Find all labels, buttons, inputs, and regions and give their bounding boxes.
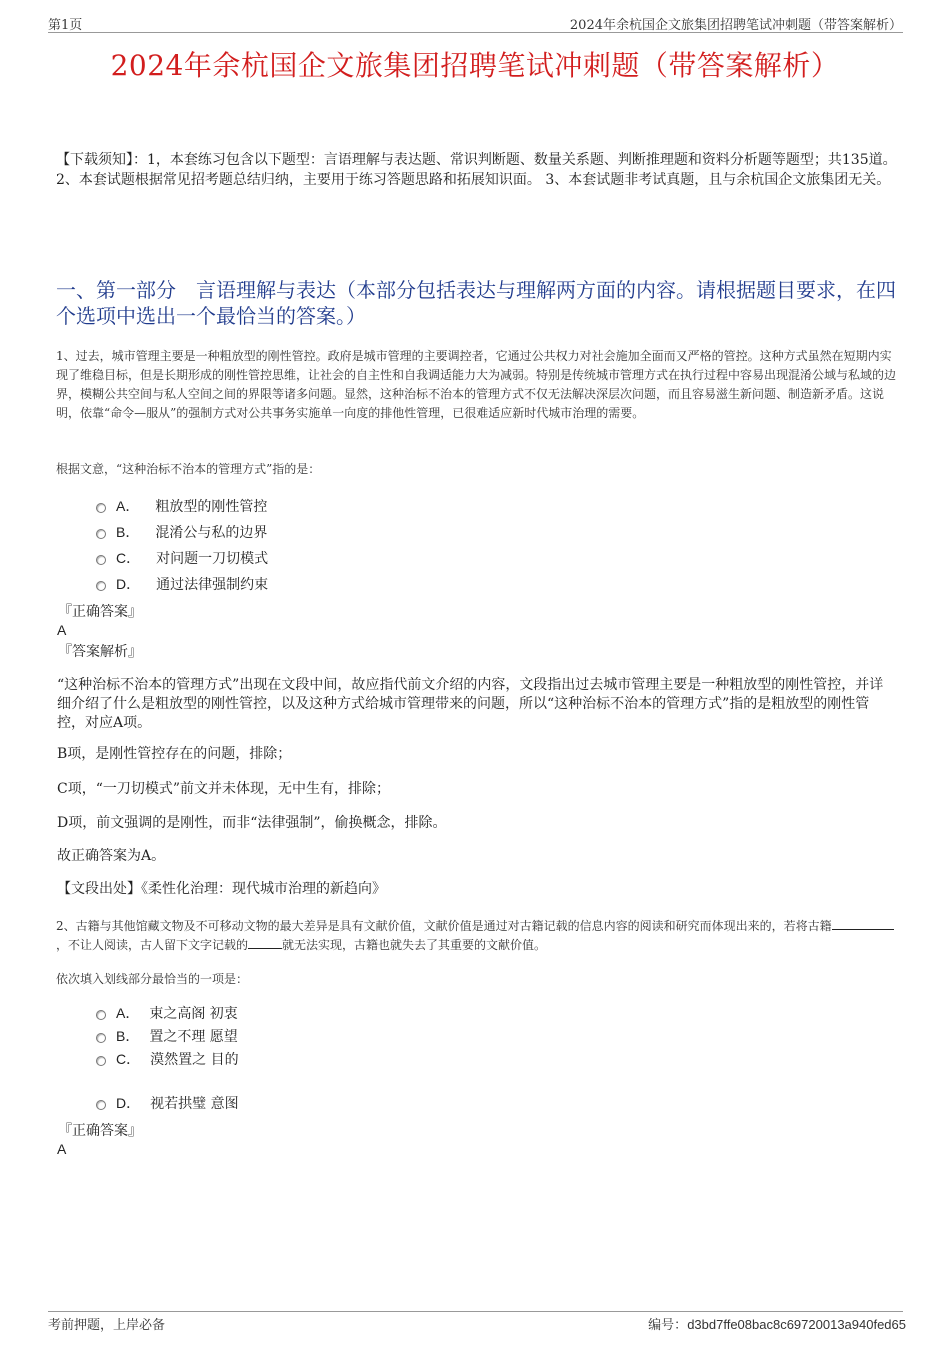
page-number: 第1页 <box>48 18 83 33</box>
question-2-prompt: 依次填入划线部分最恰当的一项是： <box>56 972 249 986</box>
option-letter: B． <box>116 1027 140 1044</box>
header-divider <box>48 32 903 33</box>
document-title: 2024年余杭国企文旅集团招聘笔试冲刺题（带答案解析） <box>110 49 840 82</box>
radio-icon[interactable] <box>96 529 106 539</box>
download-notice: 【下载须知】：1，本套练习包含以下题型：言语理解与表达题、常识判断题、数量关系题、判断推理题和资料分析题等题型；共135道。 2、本套试题根据常见招考题总结归纳，主要用于练习答题思路和拓展知识面。 3、本套试题非考试真题，且与余杭国企文旅集团无关。 <box>56 152 897 188</box>
document-id-label: 编号： <box>648 1318 688 1333</box>
radio-icon[interactable] <box>96 1010 106 1020</box>
option-letter: A． <box>116 1004 140 1021</box>
q2-answer-label: 『正确答案』 <box>58 1123 142 1139</box>
question-1-text: 1、过去，城市管理主要是一种粗放型的刚性管控。政府是城市管理的主要调控者，它通过公共权力对社会施加全面而又严格的管控。这种方式虽然在短期内实现了维稳目标，但是长期形成的刚性管控思维，让社会的自主性和自我调适能力大为减弱。特别是传统城市管理方式在执行过程中容易出现混淆公域与私域的边界，模糊公共空间与私人空间之间的界限等诸多问题。显然，这种治标不治本的管理方式不仅无法解决深层次问题，而且容易滋生新问题、制造新矛盾。这说明，依靠“命令—服从”的强制方式对公共事务实施单一向度的排他性管理，已很难适应新时代城市治理的需要。 <box>56 349 897 420</box>
option-text: 对问题一刀切模式 <box>156 551 269 567</box>
question-2-options <box>96 1001 239 1114</box>
footer-slogan: 考前押题，上岸必备 <box>48 1318 166 1333</box>
q1-analysis-b: B项，是刚性管控存在的问题，排除； <box>57 746 292 762</box>
question-2-text <box>56 917 901 955</box>
q2-text-part1: 2、古籍与其他馆藏文物及不可移动文物的最大差异是具有文献价值，文献价值是通过对古籍记载的信息内容的阅读和研究而体现出来的，若将古籍 <box>56 919 832 933</box>
option-letter: C． <box>116 1050 141 1067</box>
q1-source: 【文段出处】《柔性化治理：现代城市治理的新趋向》 <box>57 881 386 897</box>
radio-icon[interactable] <box>96 1033 106 1043</box>
section-heading: 一、第一部分 言语理解与表达（本部分包括表达与理解两方面的内容。请根据题目要求，在四个选项中选出一个最恰当的答案。） <box>56 278 896 328</box>
q1-option-c[interactable] <box>96 545 268 571</box>
fill-blank-1 <box>832 917 894 930</box>
radio-icon[interactable] <box>96 1056 106 1066</box>
option-text: 束之高阁 初衷 <box>149 1005 238 1022</box>
question-1-options <box>96 493 268 597</box>
q1-option-a[interactable] <box>96 493 268 519</box>
option-letter: A． <box>116 498 140 514</box>
fill-blank-2 <box>248 936 282 949</box>
q1-analysis-conclusion: 故正确答案为A。 <box>57 848 166 864</box>
option-text: 混淆公与私的边界 <box>155 525 268 541</box>
option-text: 置之不理 愿望 <box>149 1028 238 1045</box>
document-id-value: d3bd7ffe08bac8c69720013a940fed65 <box>687 1317 906 1332</box>
option-text: 视若拱璧 意图 <box>150 1095 239 1112</box>
option-letter: C． <box>116 550 141 566</box>
q1-option-d[interactable] <box>96 571 268 597</box>
q1-analysis-main: “这种治标不治本的管理方式”出现在文段中间，故应指代前文介绍的内容，文段指出过去城市管理主要是一种粗放型的刚性管控，并详细介绍了什么是粗放型的刚性管控，以及这种方式给城市管理带来的问题，所以“这种治标不治本的管理方式”指的是粗放型的刚性管控，对应A项。 <box>57 677 884 731</box>
question-1-prompt: 根据文意，“这种治标不治本的管理方式”指的是： <box>56 462 321 476</box>
radio-icon[interactable] <box>96 503 106 513</box>
q2-text-part3: 就无法实现，古籍也就失去了其重要的文献价值。 <box>282 938 547 952</box>
q2-option-c[interactable] <box>96 1047 239 1070</box>
footer-divider <box>48 1311 903 1312</box>
q1-answer-label: 『正确答案』 <box>58 604 142 620</box>
q1-answer-value: A <box>57 622 67 638</box>
header-doc-name: 2024年余杭国企文旅集团招聘笔试冲刺题（带答案解析） <box>569 18 902 33</box>
q1-option-b[interactable] <box>96 519 268 545</box>
option-letter: B． <box>116 524 140 540</box>
q1-analysis-label: 『答案解析』 <box>58 644 142 660</box>
q2-answer-value: A <box>57 1141 67 1157</box>
option-letter: D． <box>116 1094 141 1111</box>
q2-option-d[interactable] <box>96 1091 239 1114</box>
q1-analysis-c: C项，“一刀切模式”前文并未体现，无中生有，排除； <box>57 781 391 797</box>
radio-icon[interactable] <box>96 581 106 591</box>
q2-text-part2: ，不让人阅读，古人留下文字记载的 <box>56 938 249 952</box>
option-text: 粗放型的刚性管控 <box>155 499 268 515</box>
option-text: 漠然置之 目的 <box>150 1051 239 1068</box>
q1-analysis-d: D项，前文强调的是刚性，而非“法律强制”，偷换概念，排除。 <box>57 815 447 831</box>
q2-option-a[interactable] <box>96 1001 239 1024</box>
q2-option-b[interactable] <box>96 1024 239 1047</box>
radio-icon[interactable] <box>96 1100 106 1110</box>
radio-icon[interactable] <box>96 555 106 565</box>
option-letter: D． <box>116 576 141 592</box>
option-text: 通过法律强制约束 <box>156 577 269 593</box>
document-id <box>648 1314 906 1333</box>
